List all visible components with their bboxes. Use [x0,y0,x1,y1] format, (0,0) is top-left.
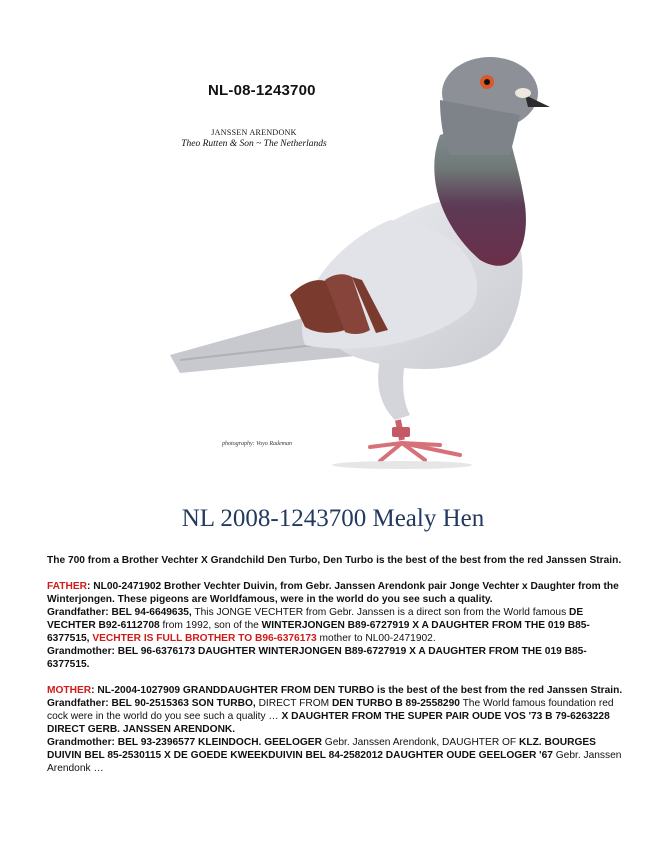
page-title: NL 2008-1243700 Mealy Hen [181,505,485,532]
ring-number: NL-08-1243700 [208,82,316,99]
pedigree-text [47,554,627,775]
mother-label: MOTHER [47,685,92,696]
breeder-name: Theo Rutten & Son ~ The Netherlands [181,139,327,149]
intro-paragraph: The 700 from a Brother Vechter X Grandchild Den Turbo, Den Turbo is the best of the best from the red Janssen Strain. [47,555,622,566]
mother-line: MOTHER: NL-2004-1027909 GRANDDAUGHTER FROM DEN TURBO is the best of the best from the red Janssen Strain. [47,685,623,696]
mother-grandfather: Grandfather: BEL 90-2515363 SON TURBO, DIRECT FROM DEN TURBO B 89-2558290 The World famous foundation red cock were in the world do you see such a quality … X DAUGHTER FROM THE SUPER PAIR OUDE VOS '73 B 79-6263228 DIRECT GERB. JANSSEN ARENDONK. [47,698,614,735]
father-grandmother: Grandmother: BEL 96-6376173 DAUGHTER WINTERJONGEN B89-6727919 X A DAUGHTER FROM THE 019 B85-6377515. [47,646,587,670]
vechter-note: VECHTER IS FULL BROTHER TO B96-6376173 [89,633,317,644]
mother-grandmother: Grandmother: BEL 93-2396577 KLEINDOCH. GEELOGER Gebr. Janssen Arendonk, DAUGHTER OF KLZ. BOURGES DUIVIN BEL 85-2530115 X DE GOEDE KWEEKDUIVIN BEL 84-2582012 DAUGHTER OUDE GEELOGER '67 Gebr. Janssen Arendonk … [47,737,622,774]
loft-name: JANSSEN ARENDONK [211,128,297,137]
mother-description: NL-2004-1027909 GRANDDAUGHTER FROM DEN TURBO is the best of the best from the red Janssen Strain. [97,685,623,696]
photo-credit: photography: Voyo Rademan [222,441,292,447]
father-line: FATHER: NL00-2471902 Brother Vechter Duivin, from Gebr. Janssen Arendonk pair Jonge Vechter x Daughter from the Winterjongen. These pigeons are Worldfamous, were in the world do you see such a quality. [47,581,619,605]
father-grandfather: Grandfather: BEL 94-6649635, This JONGE VECHTER from Gebr. Janssen is a direct son from the World famous DE VECHTER B92-6112708 from 1992, son of the WINTERJONGEN B89-6727919 X A DAUGHTER FROM THE 019 B85-6377515, VECHTER IS FULL BROTHER TO B96-6376173 mother to NL00-2471902. [47,607,590,644]
father-description: NL00-2471902 Brother Vechter Duivin, from Gebr. Janssen Arendonk pair Jonge Vechter x Daughter from the Winterjongen. These pigeons are Worldfamous, were in the world do you see such a quality. [47,581,619,605]
pigeon-photo [140,55,580,475]
father-label: FATHER [47,581,87,592]
